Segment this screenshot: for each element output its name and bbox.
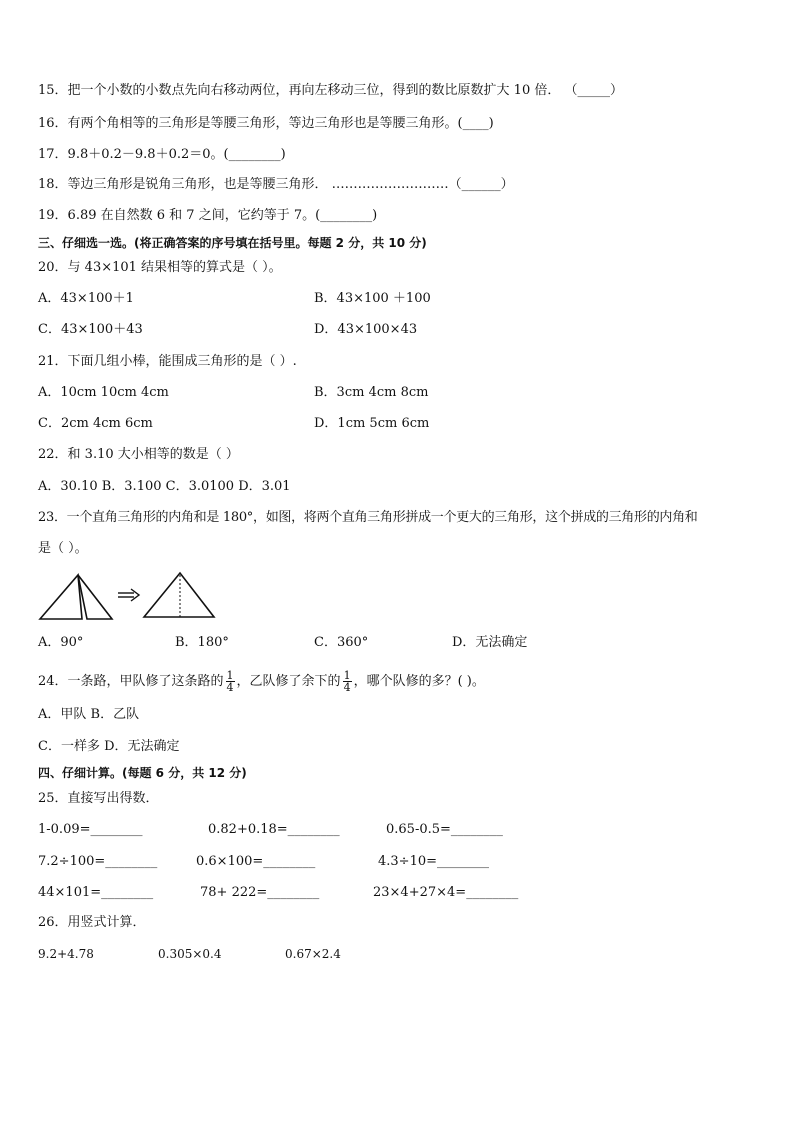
- question-20-stem: 20．与 43×101 结果相等的算式是（ ）。: [38, 260, 282, 275]
- vertical-calc-item: 0.305×0.4: [158, 947, 222, 961]
- question-24-text-3: ，哪个队修的多？( )。: [353, 674, 485, 689]
- combined-triangle: [144, 573, 214, 617]
- question-18: 18．等边三角形是锐角三角形，也是等腰三角形． ………………………（______）: [38, 177, 514, 192]
- fraction-numerator: 1: [343, 669, 351, 682]
- calc-item: 7.2÷100=________: [38, 854, 158, 869]
- calc-item: 0.65-0.5=________: [386, 822, 503, 837]
- question-20-option-b: B．43×100 ＋100: [314, 291, 431, 306]
- question-24-options-row-1: A．甲队 B．乙队: [38, 707, 140, 722]
- question-25-stem: 25．直接写出得数．: [38, 791, 159, 806]
- right-right-triangle: [78, 575, 112, 619]
- question-22-stem: 22．和 3.10 大小相等的数是（ ）: [38, 447, 239, 462]
- question-21-option-c: C．2cm 4cm 6cm: [38, 416, 153, 431]
- question-21-option-d: D．1cm 5cm 6cm: [314, 416, 430, 431]
- fraction-one-quarter: [343, 670, 352, 693]
- question-20-option-d: D．43×100×43: [314, 322, 418, 337]
- question-20-option-c: C．43×100＋43: [38, 322, 143, 337]
- question-24-stem: [38, 670, 485, 693]
- question-24-text-1: 24．一条路，甲队修了这条路的: [38, 674, 224, 689]
- question-23-option-a: A．90°: [38, 635, 84, 650]
- question-15: 15．把一个小数的小数点先向右移动两位，再向左移动三位，得到的数比原数扩大 10 倍． （_____）: [38, 83, 623, 98]
- question-21-option-b: B．3cm 4cm 8cm: [314, 385, 429, 400]
- section-4-heading: 四、仔细计算。(每题 6 分，共 12 分): [38, 766, 247, 780]
- question-22-options: A．30.10 B．3.100 C．3.0100 D．3.01: [38, 479, 291, 494]
- vertical-calc-item: 9.2+4.78: [38, 947, 94, 961]
- question-17: 17．9.8＋0.2－9.8＋0.2＝0。(________): [38, 147, 286, 162]
- question-21-option-a: A．10cm 10cm 4cm: [38, 385, 169, 400]
- question-16: 16．有两个角相等的三角形是等腰三角形，等边三角形也是等腰三角形。(____): [38, 116, 494, 131]
- question-23-stem-line-2: 是（ ）。: [38, 541, 88, 556]
- question-23-option-b: B．180°: [175, 635, 229, 650]
- question-26-stem: 26．用竖式计算．: [38, 915, 146, 930]
- triangles-figure: [38, 568, 228, 624]
- calc-item: 1-0.09=________: [38, 822, 143, 837]
- question-20-option-a: A．43×100＋1: [38, 291, 134, 306]
- question-21-stem: 21．下面几组小棒，能围成三角形的是（ ）.: [38, 354, 297, 369]
- question-19: 19．6.89 在自然数 6 和 7 之间，它约等于 7。(________): [38, 208, 378, 223]
- fraction-denominator: 4: [343, 681, 351, 694]
- fraction-numerator: 1: [226, 669, 234, 682]
- question-23-stem-line-1: 23．一个直角三角形的内角和是 180°，如图，将两个直角三角形拼成一个更大的三角形，这个拼成的三角形的内角和: [38, 510, 698, 525]
- section-3-heading: 三、仔细选一选。(将正确答案的序号填在括号里。每题 2 分，共 10 分): [38, 236, 427, 250]
- question-23-option-c: C．360°: [314, 635, 369, 650]
- calc-item: 78+ 222=________: [200, 885, 320, 900]
- question-24-options-row-2: C．一样多 D．无法确定: [38, 739, 180, 754]
- calc-item: 44×101=________: [38, 885, 154, 900]
- arrow-icon: [118, 589, 139, 601]
- question-24-text-2: ，乙队修了余下的: [236, 674, 341, 689]
- calc-item: 0.6×100=________: [196, 854, 316, 869]
- question-23-option-d: D．无法确定: [452, 635, 528, 650]
- vertical-calc-item: 0.67×2.4: [285, 947, 341, 961]
- left-right-triangle: [40, 575, 82, 619]
- calc-item: 4.3÷10=________: [378, 854, 490, 869]
- fraction-denominator: 4: [226, 681, 234, 694]
- fraction-one-quarter: [226, 670, 235, 693]
- calc-item: 23×4+27×4=________: [373, 885, 519, 900]
- calc-item: 0.82+0.18=________: [208, 822, 340, 837]
